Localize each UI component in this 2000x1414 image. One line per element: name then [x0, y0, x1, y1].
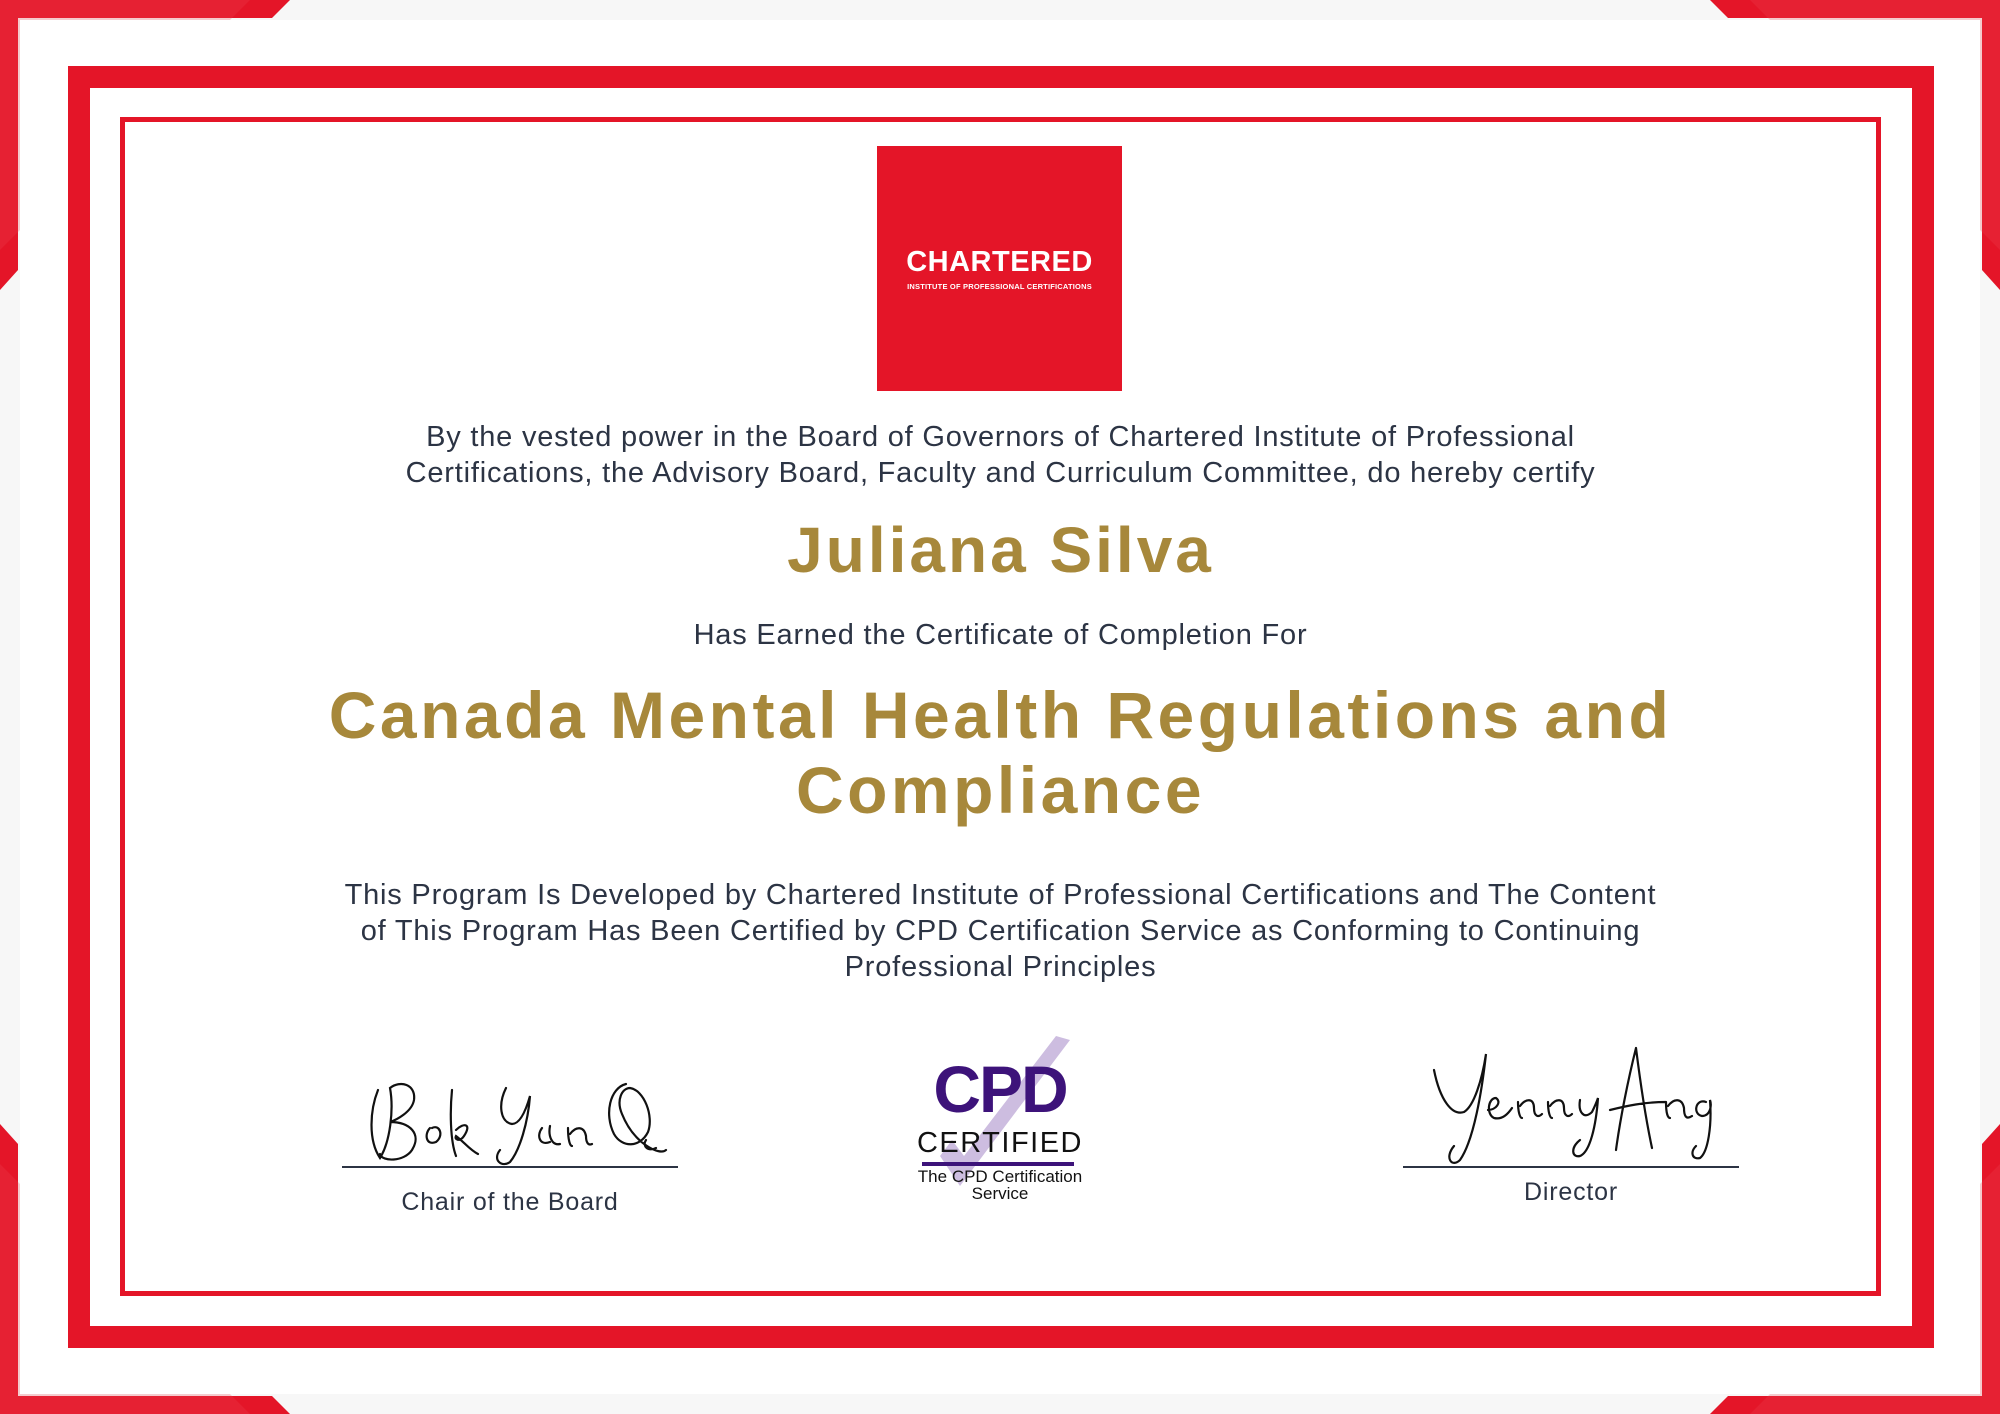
cpd-service-text	[900, 1168, 1100, 1202]
program-line-3: Professional Principles	[844, 951, 1157, 983]
course-title	[200, 678, 1801, 828]
intro-line-1: By the vested power in the Board of Governors of Chartered Institute of Professional	[426, 421, 1575, 453]
cpd-service-line-2: Service	[971, 1184, 1029, 1203]
cpd-certified-text: CERTIFIED	[916, 1127, 1084, 1159]
cpd-logo-text: CPD	[933, 1052, 1067, 1126]
cpd-service-line-1: The CPD Certification	[917, 1167, 1083, 1186]
cpd-divider	[922, 1162, 1074, 1166]
course-title-line-1: Canada Mental Health Regulations and	[328, 678, 1673, 752]
program-line-2: of This Program Has Been Certified by CPD Certification Service as Conforming to Continuing	[360, 915, 1641, 947]
logo-subtitle: INSTITUTE OF PROFESSIONAL CERTIFICATIONS	[907, 282, 1092, 291]
course-title-line-2: Compliance	[795, 753, 1206, 827]
signature-line-director	[1403, 1166, 1739, 1168]
signature-line-chair	[342, 1166, 678, 1168]
signature-title-chair: Chair of the Board	[401, 1188, 619, 1216]
logo-wordmark: CHARTERED	[906, 246, 1093, 278]
intro-line-2: Certifications, the Advisory Board, Faculty and Curriculum Committee, do hereby certify	[405, 457, 1596, 489]
recipient-name: Juliana Silva	[787, 514, 1214, 586]
earned-statement: Has Earned the Certificate of Completion For	[693, 619, 1308, 651]
signature-title-director: Director	[1524, 1178, 1618, 1206]
signature-chair-image	[360, 1070, 670, 1170]
signature-director-image	[1430, 1040, 1720, 1170]
certification-statement	[240, 419, 1761, 491]
program-description	[240, 877, 1761, 985]
program-line-1: This Program Is Developed by Chartered Institute of Professional Certifications and The Content	[344, 879, 1657, 911]
chartered-institute-logo	[877, 146, 1122, 391]
cpd-certified-badge	[900, 1036, 1100, 1206]
